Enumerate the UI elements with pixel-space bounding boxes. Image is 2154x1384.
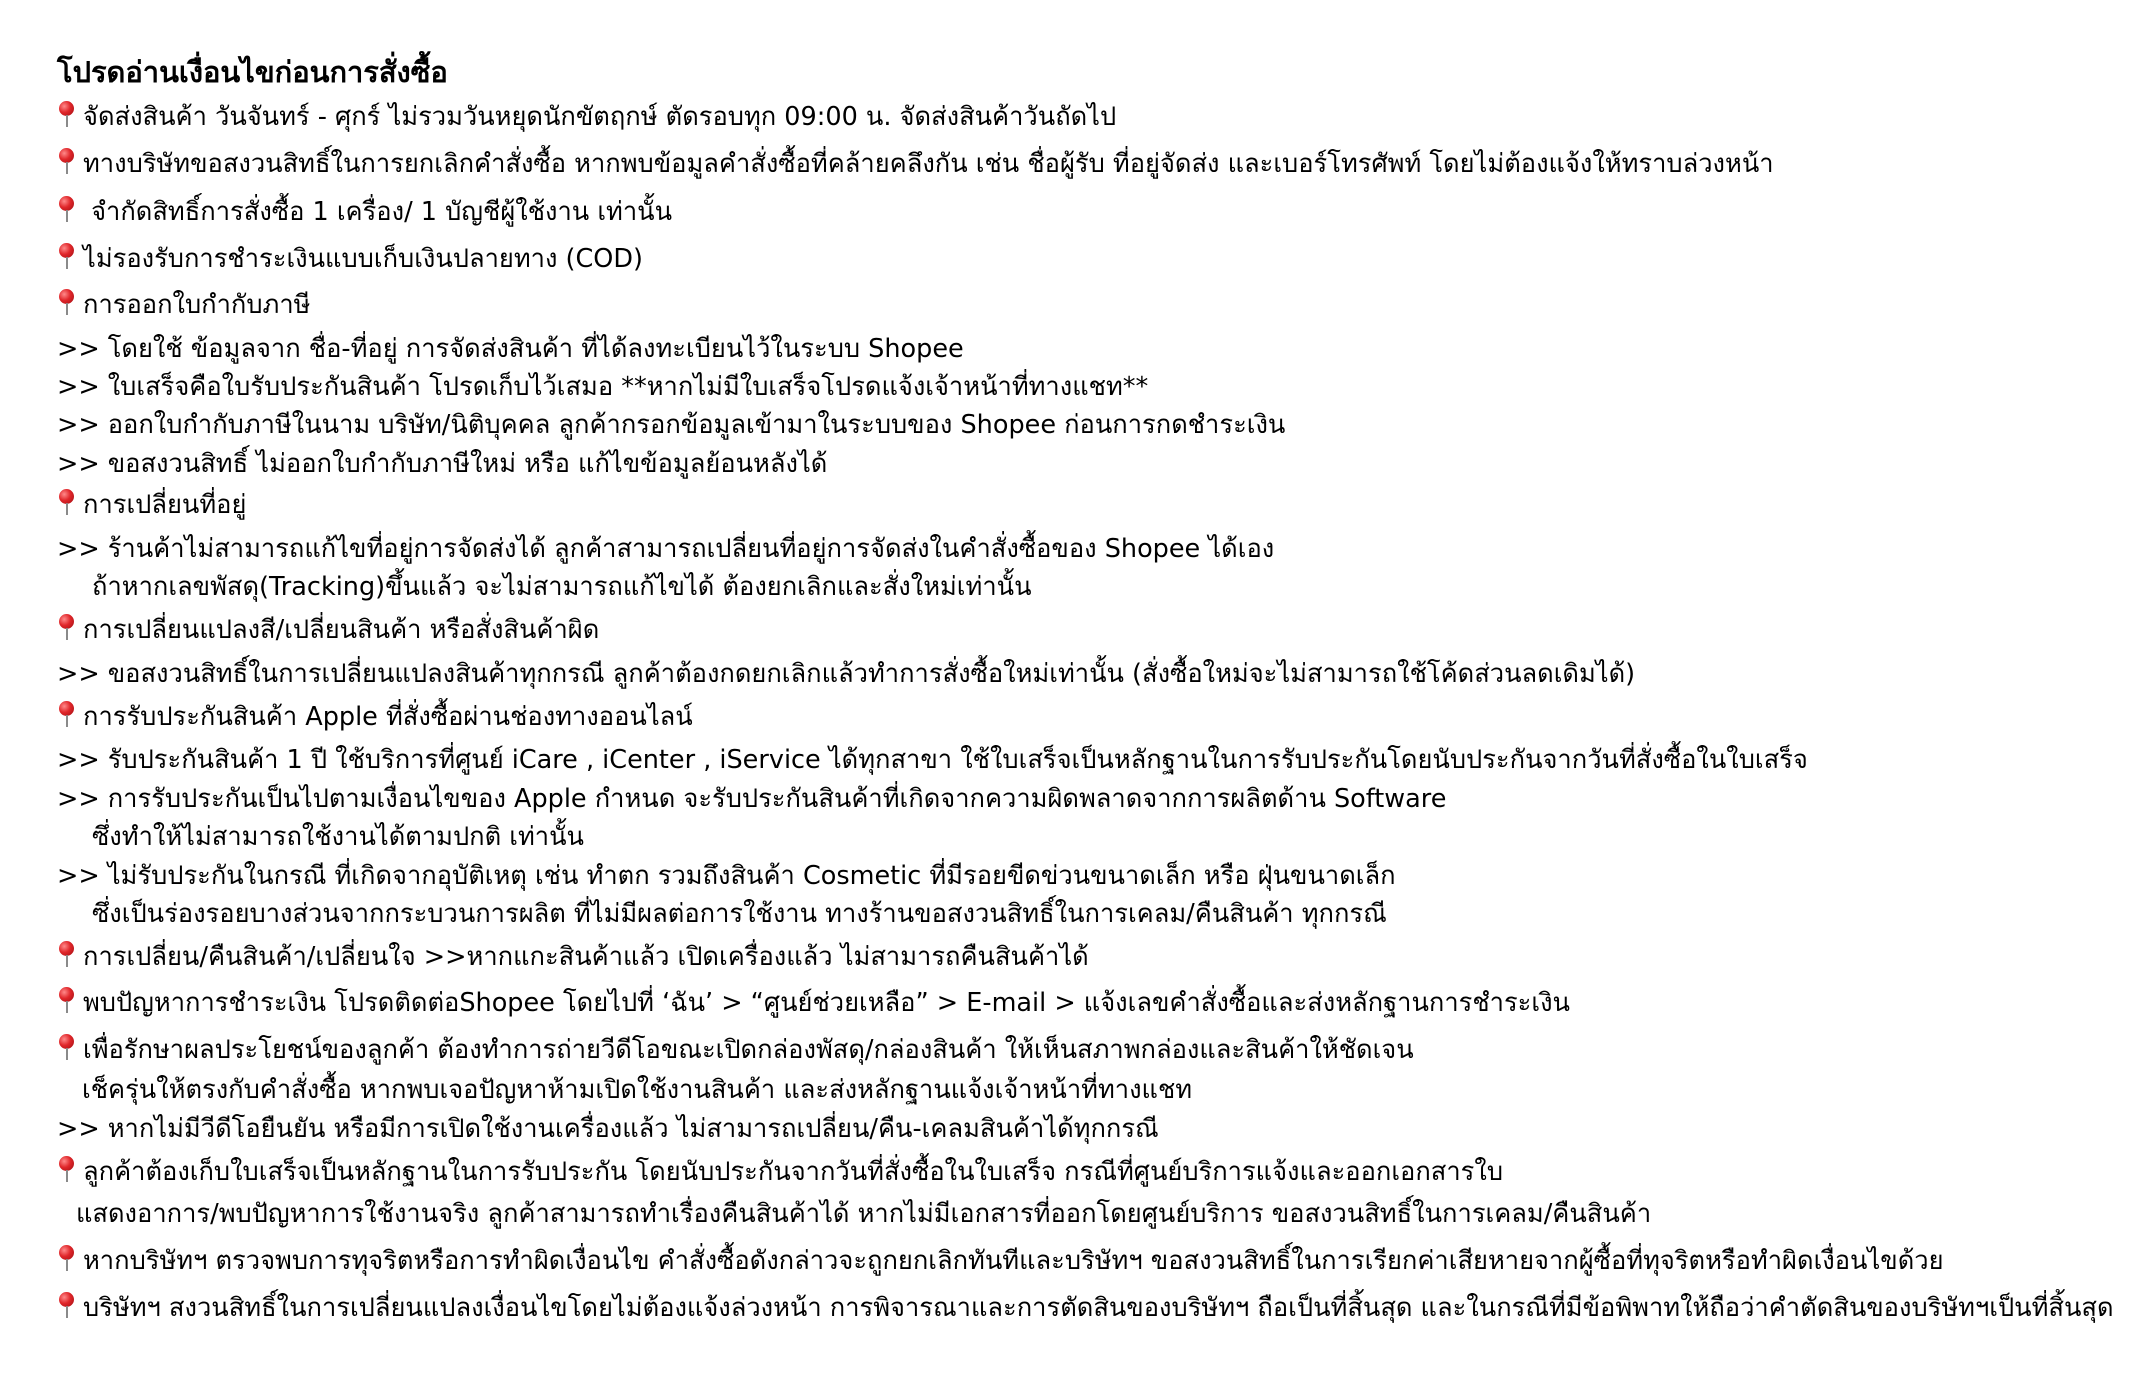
arrow-marker: >>: [57, 861, 100, 891]
arrow-marker: >>: [57, 410, 100, 440]
condition-line: ไม่รองรับการชำระเงินแบบเก็บเงินปลายทาง (COD): [57, 242, 643, 276]
map-pin-icon: [57, 195, 77, 223]
arrow-marker: >>: [57, 745, 100, 775]
map-pin-icon: [57, 1244, 77, 1272]
condition-line: หากบริษัทฯ ตรวจพบการทุจริตหรือการทำผิดเงื่อนไข คำสั่งซื้อดังกล่าวจะถูกยกเลิกทันทีและบริษัทฯ ขอสงวนสิทธิ์ในการเรียกค่าเสียหายจากผู้ซื้อที่ทุจริตหรือทำผิดเงื่อนไขด้วย: [57, 1244, 1944, 1278]
map-pin-icon: [57, 613, 77, 641]
condition-subline: >> รับประกันสินค้า 1 ปี ใช้บริการที่ศูนย์ iCare , iCenter , iService ได้ทุกสาขา ใช้ใบเสร็จเป็นหลักฐานในการรับประกันโดยนับประกันจากวันที่สั่งซื้อในใบเสร็จ: [57, 745, 1808, 775]
condition-continuation: ซึ่งเป็นร่องรอยบางส่วนจากกระบวนการผลิต ที่ไม่มีผลต่อการใช้งาน ทางร้านขอสงวนสิทธิ์ในการเคลม/คืนสินค้า ทุกกรณี: [92, 899, 1387, 929]
condition-subline: >> ใบเสร็จคือใบรับประกันสินค้า โปรดเก็บไว้เสมอ **หากไม่มีใบเสร็จโปรดแจ้งเจ้าหน้าที่ทางแชท**: [57, 372, 1149, 402]
arrow-marker: >>: [57, 659, 100, 689]
map-pin-icon: [57, 700, 77, 728]
condition-line: การเปลี่ยน/คืนสินค้า/เปลี่ยนใจ >>หากแกะสินค้าแล้ว เปิดเครื่องแล้ว ไม่สามารถคืนสินค้าได้: [57, 940, 1089, 974]
arrow-marker: >>: [57, 334, 100, 364]
arrow-marker: >>: [57, 784, 100, 814]
map-pin-icon: [57, 147, 77, 175]
map-pin-icon: [57, 242, 77, 270]
arrow-marker: >>: [57, 1114, 100, 1144]
condition-line: พบปัญหาการชำระเงิน โปรดติดต่อShopee โดยไปที่ ‘ฉัน’ > “ศูนย์ช่วยเหลือ” > E-mail > แจ้งเลขคำสั่งซื้อและส่งหลักฐานการชำระเงิน: [57, 986, 1570, 1020]
map-pin-icon: [57, 1155, 77, 1183]
condition-continuation: ซึ่งทำให้ไม่สามารถใช้งานได้ตามปกติ เท่านั้น: [92, 822, 584, 852]
arrow-marker: >>: [57, 449, 100, 479]
condition-continuation: เช็ครุ่นให้ตรงกับคำสั่งซื้อ หากพบเจอปัญหาห้ามเปิดใช้งานสินค้า และส่งหลักฐานแจ้งเจ้าหน้าที่ทางแชท: [82, 1075, 1193, 1105]
condition-line: เพื่อรักษาผลประโยชน์ของลูกค้า ต้องทำการถ่ายวีดีโอขณะเปิดกล่องพัสดุ/กล่องสินค้า ให้เห็นสภาพกล่องและสินค้าให้ชัดเจน: [57, 1033, 1414, 1067]
condition-subline: >> หากไม่มีวีดีโอยืนยัน หรือมีการเปิดใช้งานเครื่องแล้ว ไม่สามารถเปลี่ยน/คืน-เคลมสินค้าได้ทุกกรณี: [57, 1114, 1159, 1144]
condition-line: การเปลี่ยนแปลงสี/เปลี่ยนสินค้า หรือสั่งสินค้าผิด: [57, 613, 599, 647]
condition-subline: >> ขอสงวนสิทธิ์ในการเปลี่ยนแปลงสินค้าทุกกรณี ลูกค้าต้องกดยกเลิกแล้วทำการสั่งซื้อใหม่เท่านั้น (สั่งซื้อใหม่จะไม่สามารถใช้โค้ดส่วนลดเดิมได้): [57, 659, 1636, 689]
condition-line: การออกใบกำกับภาษี: [57, 288, 310, 322]
map-pin-icon: [57, 986, 77, 1014]
condition-subline: >> ออกใบกำกับภาษีในนาม บริษัท/นิติบุคคล ลูกค้ากรอกข้อมูลเข้ามาในระบบของ Shopee ก่อนการกดชำระเงิน: [57, 410, 1286, 440]
condition-continuation: แสดงอาการ/พบปัญหาการใช้งานจริง ลูกค้าสามารถทำเรื่องคืนสินค้าได้ หากไม่มีเอกสารที่ออกโดยศูนย์บริการ ขอสงวนสิทธิ์ในการเคลม/คืนสินค้า: [76, 1199, 1652, 1229]
map-pin-icon: [57, 488, 77, 516]
arrow-marker: >>: [57, 372, 100, 402]
condition-subline: >> ไม่รับประกันในกรณี ที่เกิดจากอุบัติเหตุ เช่น ทำตก รวมถึงสินค้า Cosmetic ที่มีรอยขีดข่วนขนาดเล็ก หรือ ฝุ่นขนาดเล็ก: [57, 861, 1396, 891]
condition-line: การรับประกันสินค้า Apple ที่สั่งซื้อผ่านช่องทางออนไลน์: [57, 700, 693, 734]
condition-subline: >> การรับประกันเป็นไปตามเงื่อนไขของ Apple กำหนด จะรับประกันสินค้าที่เกิดจากความผิดพลาดจากการผลิตด้าน Software: [57, 784, 1447, 814]
map-pin-icon: [57, 288, 77, 316]
arrow-marker: >>: [57, 534, 100, 564]
map-pin-icon: [57, 100, 77, 128]
condition-line: จำกัดสิทธิ์การสั่งซื้อ 1 เครื่อง/ 1 บัญชีผู้ใช้งาน เท่านั้น: [57, 195, 672, 229]
condition-line: ลูกค้าต้องเก็บใบเสร็จเป็นหลักฐานในการรับประกัน โดยนับประกันจากวันที่สั่งซื้อในใบเสร็จ กรณีที่ศูนย์บริการแจ้งและออกเอกสารใบ: [57, 1155, 1503, 1189]
map-pin-icon: [57, 940, 77, 968]
condition-subline: >> โดยใช้ ข้อมูลจาก ชื่อ-ที่อยู่ การจัดส่งสินค้า ที่ได้ลงทะเบียนไว้ในระบบ Shopee: [57, 334, 964, 364]
page-title: โปรดอ่านเงื่อนไขก่อนการสั่งซื้อ: [57, 55, 448, 89]
condition-line: จัดส่งสินค้า วันจันทร์ - ศุกร์ ไม่รวมวันหยุดนักขัตฤกษ์ ตัดรอบทุก 09:00 น. จัดส่งสินค้าวันถัดไป: [57, 100, 1116, 134]
map-pin-icon: [57, 1033, 77, 1061]
condition-continuation: ถ้าหากเลขพัสดุ(Tracking)ขึ้นแล้ว จะไม่สามารถแก้ไขได้ ต้องยกเลิกและสั่งใหม่เท่านั้น: [92, 572, 1032, 602]
condition-line: การเปลี่ยนที่อยู่: [57, 488, 246, 522]
condition-line: ทางบริษัทขอสงวนสิทธิ์ในการยกเลิกคำสั่งซื้อ หากพบข้อมูลคำสั่งซื้อที่คล้ายคลึงกัน เช่น ชื่อผู้รับ ที่อยู่จัดส่ง และเบอร์โทรศัพท์ โดยไม่ต้องแจ้งให้ทราบล่วงหน้า: [57, 147, 1774, 181]
condition-subline: >> ร้านค้าไม่สามารถแก้ไขที่อยู่การจัดส่งได้ ลูกค้าสามารถเปลี่ยนที่อยู่การจัดส่งในคำสั่งซื้อของ Shopee ได้เอง: [57, 534, 1275, 564]
map-pin-icon: [57, 1291, 77, 1319]
condition-subline: >> ขอสงวนสิทธิ์ ไม่ออกใบกำกับภาษีใหม่ หรือ แก้ไขข้อมูลย้อนหลังได้: [57, 449, 828, 479]
condition-line: บริษัทฯ สงวนสิทธิ์ในการเปลี่ยนแปลงเงื่อนไขโดยไม่ต้องแจ้งล่วงหน้า การพิจารณาและการตัดสินของบริษัทฯ ถือเป็นที่สิ้นสุด และในกรณีที่มีข้อพิพาทให้ถือว่าคำตัดสินของบริษัทฯเป็นที่สิ้นสุด: [57, 1291, 2114, 1325]
